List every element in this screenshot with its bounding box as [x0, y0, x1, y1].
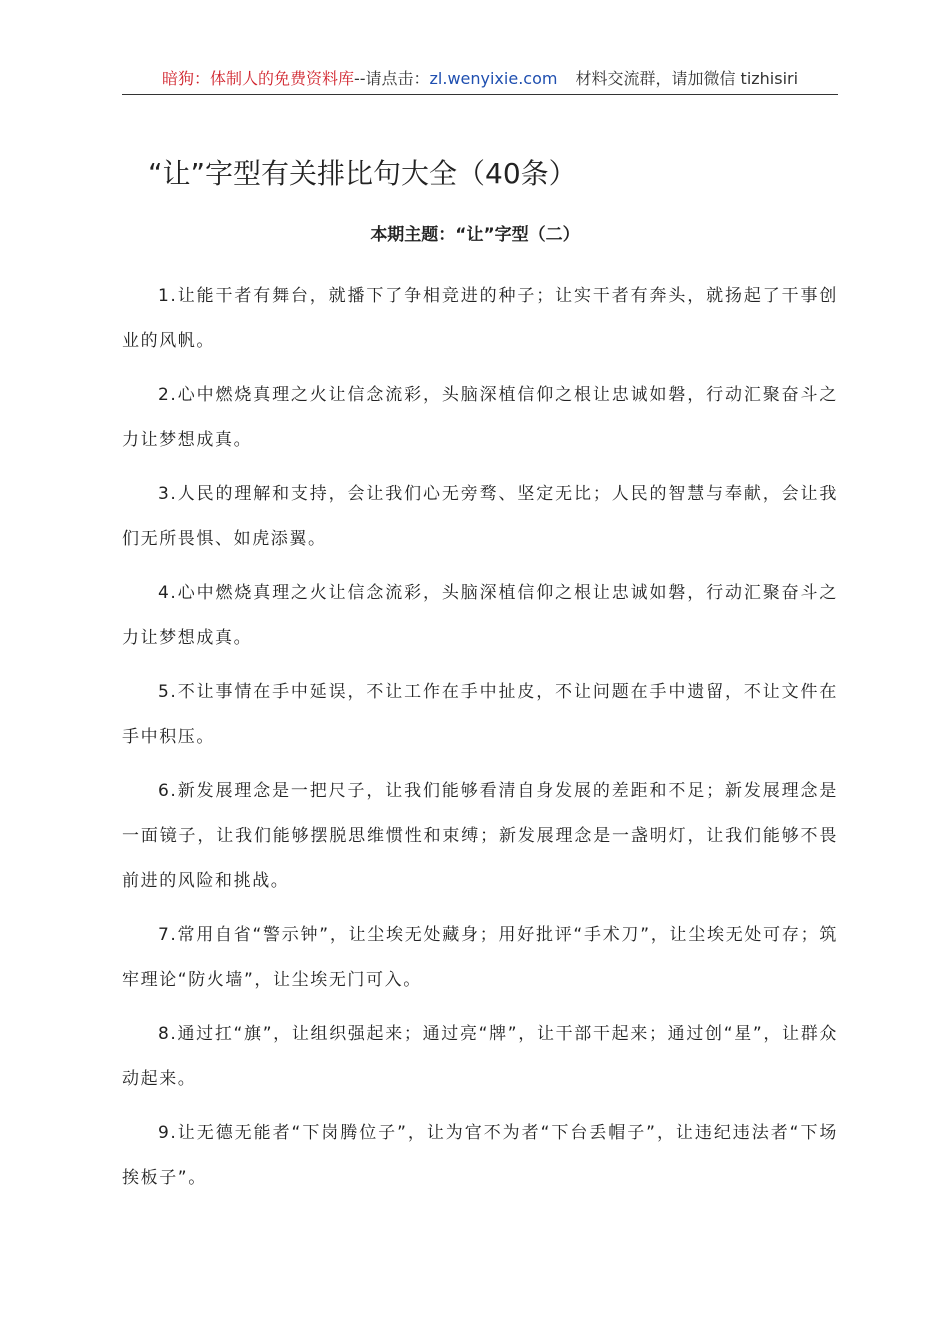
- item-text: 通过扛“旗”，让组织强起来；通过亮“牌”，让干部干起来；通过创“星”，让群众动起来。: [122, 1024, 838, 1089]
- item-text: 不让事情在手中延误，不让工作在手中扯皮，不让问题在手中遗留，不让文件在手中积压。: [122, 682, 838, 747]
- item-number: 1.: [158, 286, 178, 306]
- list-item: [122, 913, 838, 1003]
- list-item: [122, 769, 838, 904]
- item-text: 人民的理解和支持，会让我们心无旁骛、坚定无比；人民的智慧与奉献，会让我们无所畏惧、如虎添翼。: [122, 484, 838, 549]
- header-group-note: 材料交流群，请加微信 tizhisiri: [575, 69, 799, 88]
- item-number: 4.: [158, 583, 178, 603]
- page-header: [122, 66, 838, 95]
- list-item: [122, 373, 838, 463]
- item-number: 7.: [158, 925, 178, 945]
- item-text: 让能干者有舞台，就播下了争相竞进的种子；让实干者有奔头，就扬起了干事创业的风帆。: [122, 286, 838, 351]
- list-item: [122, 670, 838, 760]
- list-item: [122, 472, 838, 562]
- header-brand: 暗狗：体制人的免费资料库: [161, 69, 354, 88]
- item-number: 3.: [158, 484, 178, 504]
- list-item: [122, 274, 838, 364]
- document-title: “让”字型有关排比句大全（40条）: [148, 157, 577, 190]
- item-number: 2.: [158, 385, 178, 405]
- list-item: [122, 1012, 838, 1102]
- item-number: 6.: [158, 781, 178, 801]
- item-text: 常用自省“警示钟”，让尘埃无处藏身；用好批评“手术刀”，让尘埃无处可存；筑牢理论“防火墙”，让尘埃无门可入。: [122, 925, 838, 990]
- item-number: 8.: [158, 1024, 178, 1044]
- item-list: [122, 274, 838, 1210]
- item-number: 9.: [158, 1123, 178, 1143]
- item-number: 5.: [158, 682, 178, 702]
- list-item: [122, 1111, 838, 1201]
- item-text: 让无德无能者“下岗腾位子”，让为官不为者“下台丢帽子”，让违纪违法者“下场挨板子”。: [122, 1123, 838, 1188]
- item-text: 新发展理念是一把尺子，让我们能够看清自身发展的差距和不足；新发展理念是一面镜子，让我们能够摆脱思维惯性和束缚；新发展理念是一盏明灯，让我们能够不畏前进的风险和挑战。: [122, 781, 838, 891]
- list-item: [122, 571, 838, 661]
- header-click-prompt: --请点击：: [353, 69, 430, 88]
- header-url-link[interactable]: zl.wenyixie.com: [429, 69, 558, 88]
- item-text: 心中燃烧真理之火让信念流彩，头脑深植信仰之根让忠诚如磐，行动汇聚奋斗之力让梦想成真。: [122, 583, 838, 648]
- document-subtitle: 本期主题：“让”字型（二）: [370, 225, 580, 245]
- item-text: 心中燃烧真理之火让信念流彩，头脑深植信仰之根让忠诚如磐，行动汇聚奋斗之力让梦想成真。: [122, 385, 838, 450]
